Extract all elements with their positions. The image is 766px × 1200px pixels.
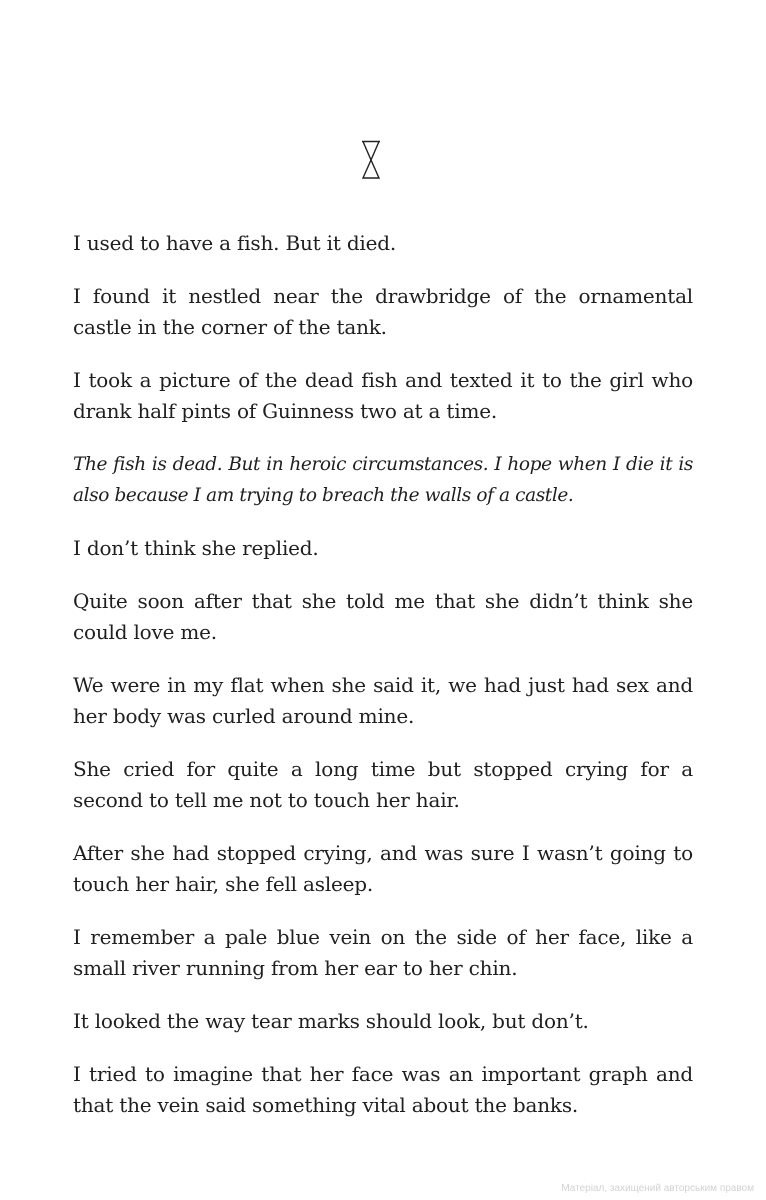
- paragraph: I used to have a fish. But it died.: [73, 231, 397, 255]
- paragraph: I don’t think she replied.: [73, 536, 319, 560]
- paragraph: I tried to imagine that her face was an important graph and that the vein said something vital about the banks.: [73, 1062, 693, 1117]
- paragraph: We were in my flat when she said it, we had just had sex and her body was curled around mine.: [73, 673, 693, 728]
- book-page: [73, 0, 693, 1200]
- hourglass-icon: [361, 140, 381, 180]
- paragraph: Quite soon after that she told me that she didn’t think she could love me.: [73, 589, 693, 644]
- text-body: [73, 228, 693, 1143]
- paragraph: She cried for quite a long time but stopped crying for a second to tell me not to touch her hair.: [73, 757, 693, 812]
- paragraph: After she had stopped crying, and was sure I wasn’t going to touch her hair, she fell asleep.: [73, 841, 693, 896]
- paragraph: It looked the way tear marks should look, but don’t.: [73, 1009, 589, 1033]
- italic-paragraph: The fish is dead. But in heroic circumstances. I hope when I die it is also because I am trying to breach the walls of a castle.: [73, 454, 693, 506]
- paragraph: I took a picture of the dead fish and texted it to the girl who drank half pints of Guinness two at a time.: [73, 368, 693, 423]
- paragraph: I found it nestled near the drawbridge of the ornamental castle in the corner of the tank.: [73, 284, 693, 339]
- paragraph: I remember a pale blue vein on the side of her face, like a small river running from her ear to her chin.: [73, 925, 693, 980]
- copyright-watermark: Матеріал, захищений авторським правом: [561, 1183, 754, 1194]
